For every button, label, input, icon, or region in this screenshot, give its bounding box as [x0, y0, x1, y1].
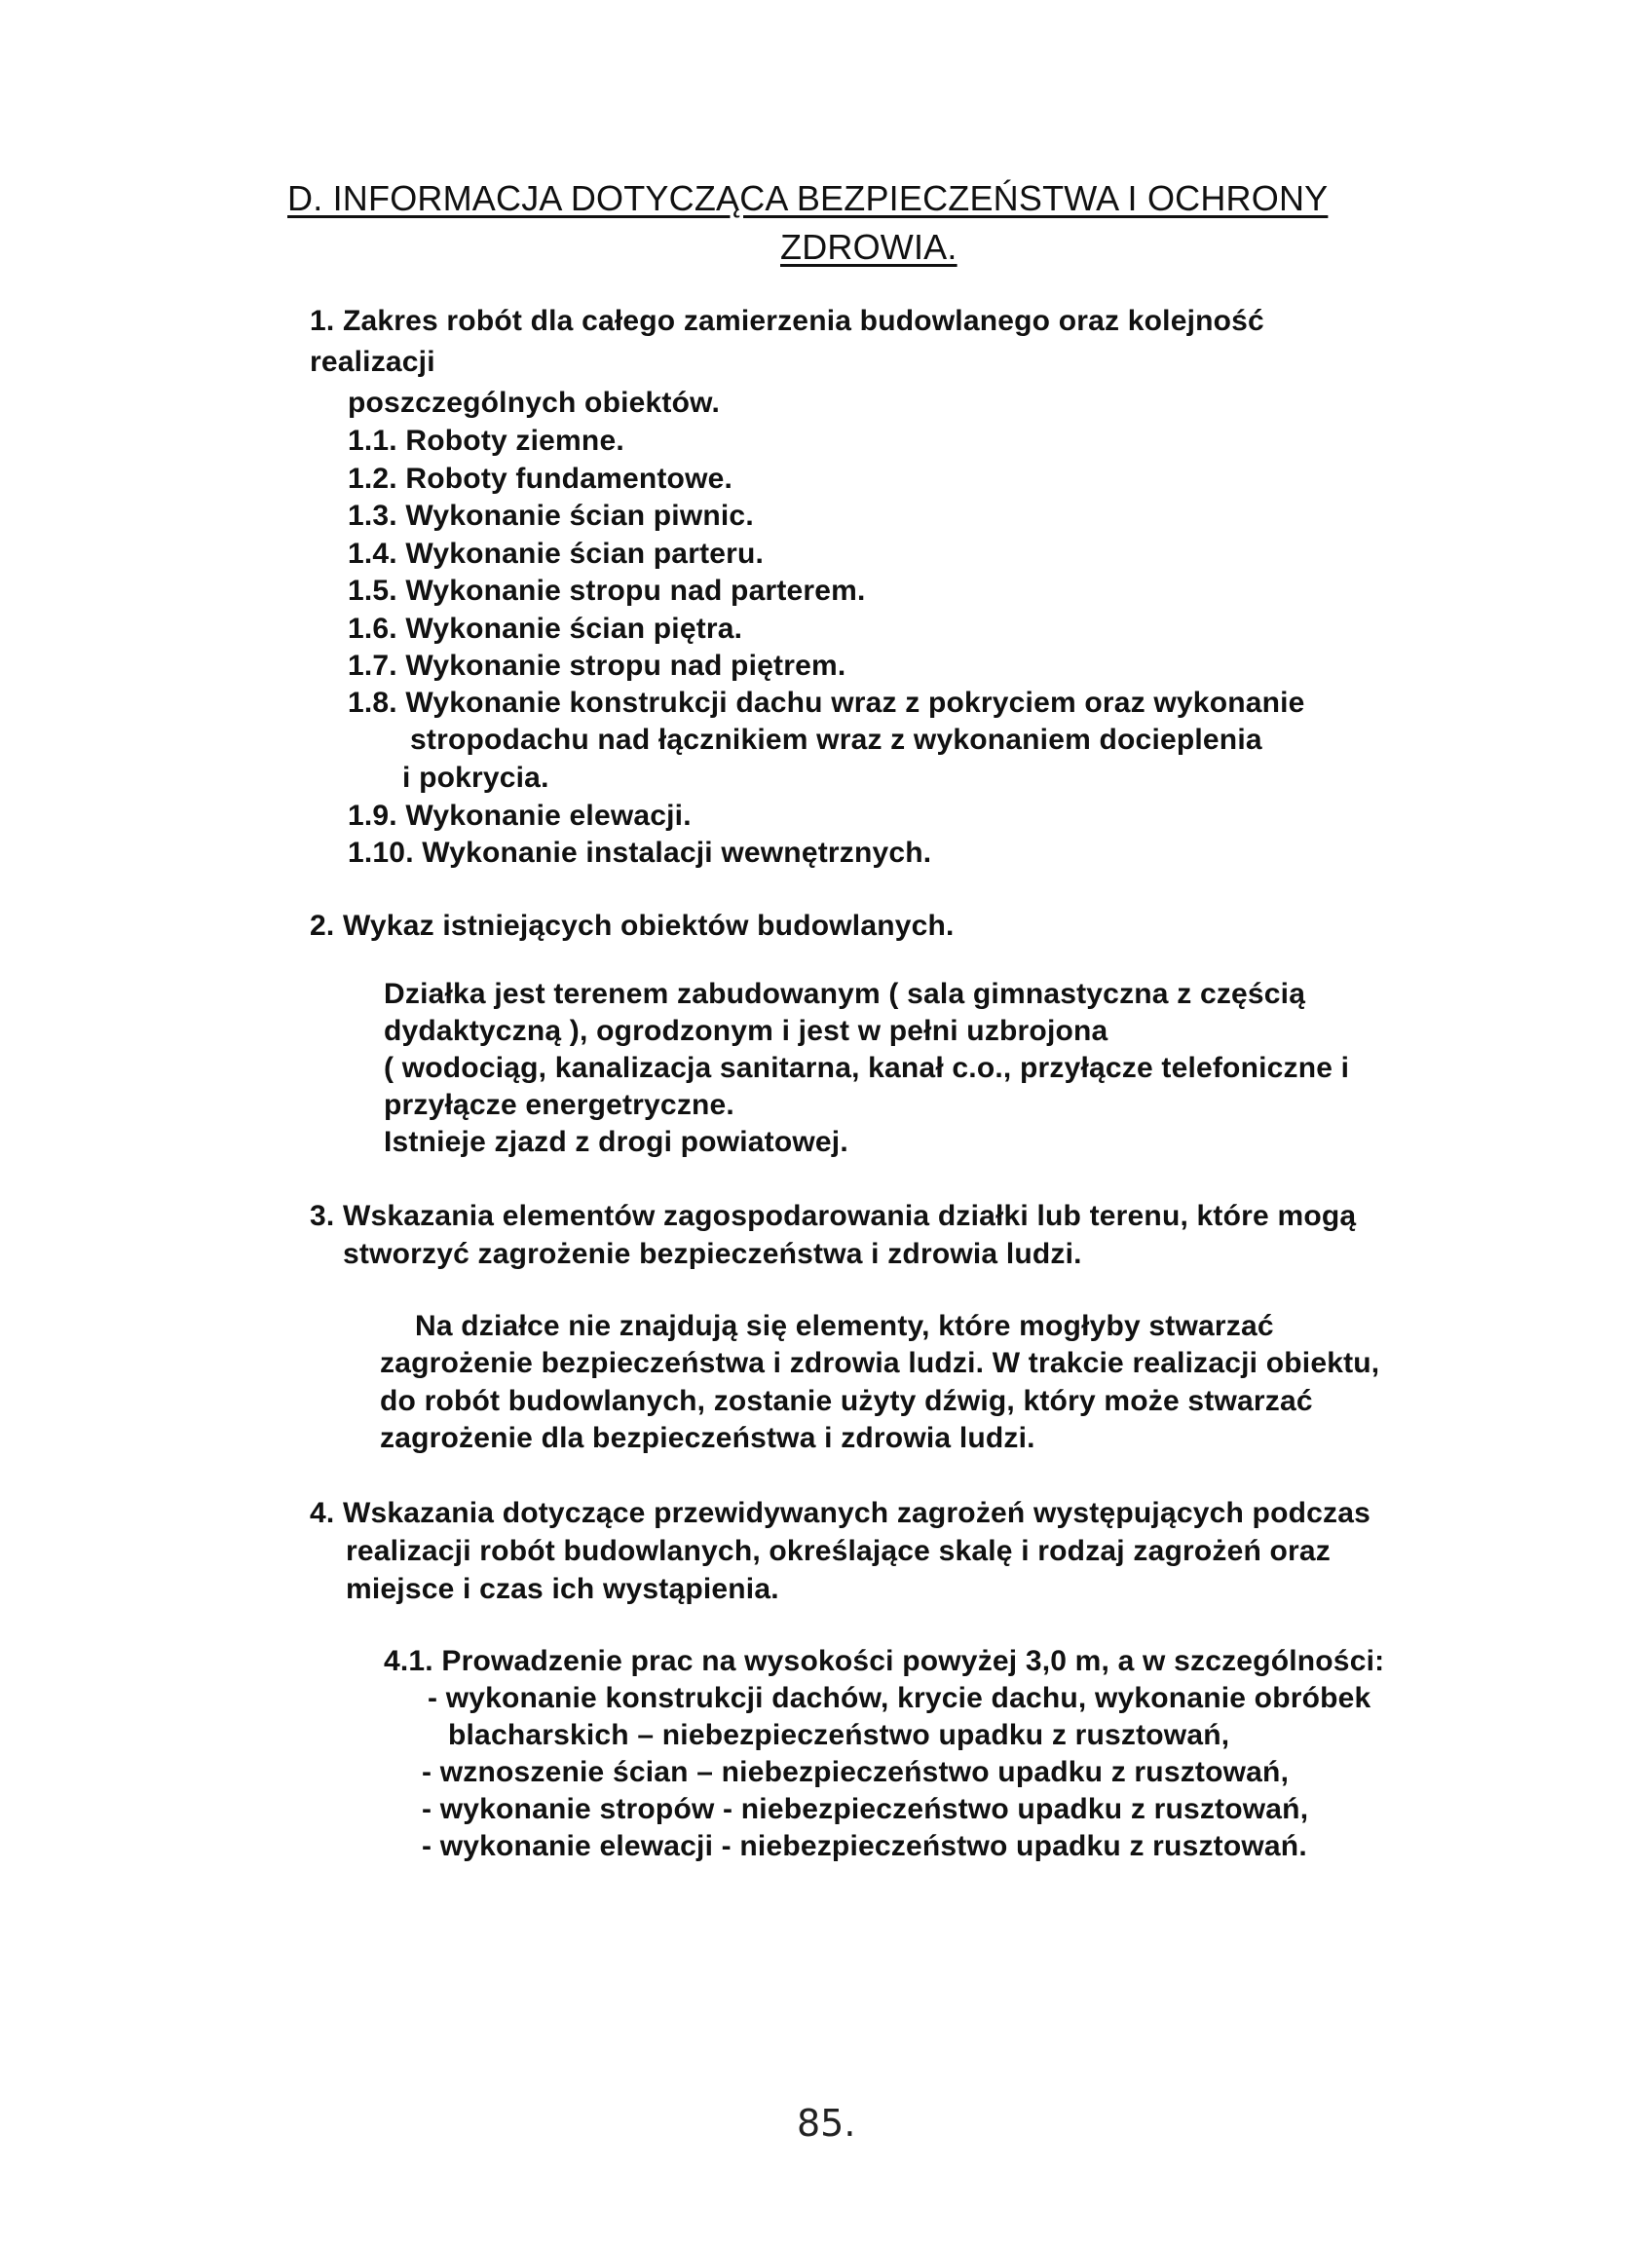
paragraph-line: ( wodociąg, kanalizacja sanitarna, kanał c.o., przyłącze telefoniczne i	[384, 1052, 1350, 1084]
section-3-heading-cont: stworzyć zagrożenie bezpieczeństwa i zdrowia ludzi.	[343, 1238, 1082, 1270]
section-1-heading-cont-2: poszczególnych obiektów.	[348, 387, 721, 419]
document-title-line-1: D. INFORMACJA DOTYCZĄCA BEZPIECZEŃSTWA I OCHRONY	[287, 178, 1329, 218]
section-4-heading-cont-2: miejsce i czas ich wystąpienia.	[346, 1573, 779, 1605]
section-1-heading: 1. Zakres robót dla całego zamierzenia budowlanego oraz kolejność	[310, 305, 1264, 337]
subsection-4-1-heading: 4.1. Prowadzenie prac na wysokości powyżej 3,0 m, a w szczególności:	[384, 1645, 1385, 1677]
paragraph-line: zagrożenie bezpieczeństwa i zdrowia ludzi. W trakcie realizacji obiektu,	[380, 1347, 1380, 1379]
paragraph-line: zagrożenie dla bezpieczeństwa i zdrowia ludzi.	[380, 1422, 1035, 1454]
paragraph-line: do robót budowlanych, zostanie użyty dźwig, który może stwarzać	[380, 1385, 1313, 1417]
list-item: 1.1. Roboty ziemne.	[348, 425, 624, 457]
list-item-cont: stropodachu nad łącznikiem wraz z wykonaniem docieplenia	[410, 724, 1262, 756]
list-item: 1.7. Wykonanie stropu nad piętrem.	[348, 650, 846, 682]
bullet-item: - wykonanie elewacji - niebezpieczeństwo upadku z rusztowań.	[422, 1830, 1307, 1862]
bullet-item: - wznoszenie ścian – niebezpieczeństwo upadku z rusztowań,	[422, 1756, 1290, 1788]
bullet-item-cont: blacharskich – niebezpieczeństwo upadku z rusztowań,	[448, 1719, 1230, 1751]
paragraph-line: dydaktyczną ), ogrodzonym i jest w pełni uzbrojona	[384, 1015, 1108, 1047]
list-item: 1.8. Wykonanie konstrukcji dachu wraz z pokryciem oraz wykonanie	[348, 687, 1305, 719]
section-4-heading-cont: realizacji robót budowlanych, określające skalę i rodzaj zagrożeń oraz	[346, 1535, 1332, 1567]
list-item: 1.6. Wykonanie ścian piętra.	[348, 613, 743, 645]
paragraph-line: Działka jest terenem zabudowanym ( sala gimnastyczna z częścią	[384, 978, 1306, 1010]
list-item-cont: i pokrycia.	[402, 762, 549, 794]
paragraph-line: Istnieje zjazd z drogi powiatowej.	[384, 1126, 848, 1158]
list-item: 1.4. Wykonanie ścian parteru.	[348, 538, 765, 570]
bullet-item: - wykonanie stropów - niebezpieczeństwo upadku z rusztowań,	[422, 1793, 1309, 1825]
document-title-line-2: ZDROWIA.	[780, 227, 957, 267]
list-item: 1.9. Wykonanie elewacji.	[348, 800, 692, 832]
page-number: 85.	[797, 2102, 856, 2145]
paragraph-line: Na działce nie znajdują się elementy, które mogłyby stwarzać	[415, 1310, 1274, 1342]
list-item: 1.2. Roboty fundamentowe.	[348, 463, 733, 495]
list-item: 1.10. Wykonanie instalacji wewnętrznych.	[348, 837, 932, 869]
paragraph-line: przyłącze energetryczne.	[384, 1089, 734, 1121]
list-item: 1.3. Wykonanie ścian piwnic.	[348, 500, 754, 532]
section-3-heading: 3. Wskazania elementów zagospodarowania działki lub terenu, które mogą	[310, 1200, 1357, 1232]
list-item: 1.5. Wykonanie stropu nad parterem.	[348, 575, 866, 607]
bullet-item: - wykonanie konstrukcji dachów, krycie dachu, wykonanie obróbek	[428, 1682, 1371, 1714]
section-4-heading: 4. Wskazania dotyczące przewidywanych zagrożeń występujących podczas	[310, 1497, 1370, 1529]
section-2-heading: 2. Wykaz istniejących obiektów budowlanych.	[310, 910, 955, 942]
section-1-heading-cont: realizacji	[310, 346, 435, 378]
